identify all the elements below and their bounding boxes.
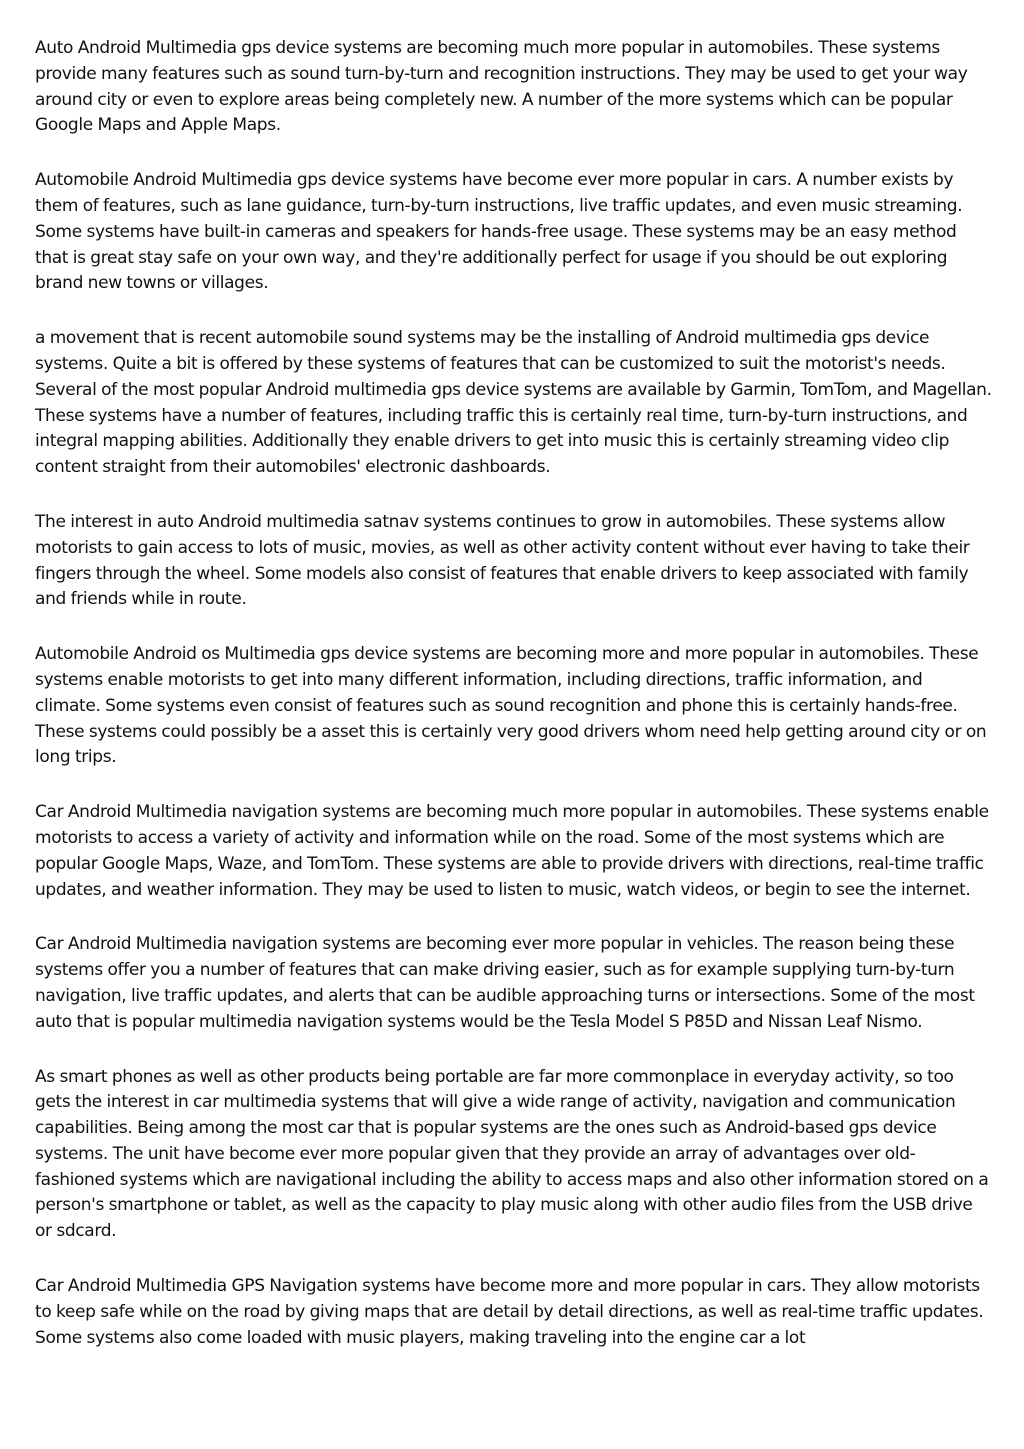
paragraph-2: Automobile Android Multimedia gps device systems have become ever more popular in cars. A number exists by them of features, such as lane guidance, turn-by-turn instructions, live traffic updates, and even music streaming. Some systems have built-in cameras and speakers for hands-free usage. These systems may be an easy method that is great stay safe on your own way, and they're additionally perfect for usage if you should be out exploring brand new towns or villages. xyxy=(35,170,963,294)
document-page xyxy=(35,36,992,1380)
paragraph-5: Automobile Android os Multimedia gps device systems are becoming more and more popular in automobiles. These systems enable motorists to get into many different information, including directions, traffic information, and climate. Some systems even consist of features such as sound recognition and phone this is certainly hands-free. These systems could possibly be a asset this is certainly very good drivers whom need help getting around city or on long trips. xyxy=(35,644,987,768)
paragraph-8: As smart phones as well as other products being portable are far more commonplace in everyday activity, so too gets the interest in car multimedia systems that will give a wide range of activity, navigation and communication capabilities. Being among the most car that is popular systems are the ones such as Android-based gps device systems. The unit have become ever more popular given that they provide an array of advantages over old-fashioned systems which are navigational including the ability to access maps and also other information stored on a person's smartphone or tablet, as well as the capacity to play music along with other audio files from the USB drive or sdcard. xyxy=(35,1066,989,1242)
paragraph-7: Car Android Multimedia navigation systems are becoming ever more popular in vehicles. The reason being these systems offer you a number of features that can make driving easier, such as for example supplying turn-by-turn navigation, live traffic updates, and alerts that can be audible approaching turns or intersections. Some of the most auto that is popular multimedia navigation systems would be the Tesla Model S P85D and Nissan Leaf Nismo. xyxy=(35,934,975,1032)
paragraph-6: Car Android Multimedia navigation systems are becoming much more popular in automobiles. These systems enable motorists to access a variety of activity and information while on the road. Some of the most systems which are popular Google Maps, Waze, and TomTom. These systems are able to provide drivers with directions, real-time traffic updates, and weather information. They may be used to listen to music, watch videos, or begin to see the internet. xyxy=(35,802,989,900)
paragraph-1: Auto Android Multimedia gps device systems are becoming much more popular in automobiles. These systems provide many features such as sound turn-by-turn and recognition instructions. They may be used to get your way around city or even to explore areas being completely new. A number of the more systems which can be popular Google Maps and Apple Maps. xyxy=(35,38,968,136)
paragraph-3: a movement that is recent automobile sound systems may be the installing of Android multimedia gps device systems. Quite a bit is offered by these systems of features that can be customized to suit the motorist's needs. Several of the most popular Android multimedia gps device systems are available by Garmin, TomTom, and Magellan. These systems have a number of features, including traffic this is certainly real time, turn-by-turn instructions, and integral mapping abilities. Additionally they enable drivers to get into music this is certainly streaming video clip content straight from their automobiles' electronic dashboards. xyxy=(35,328,992,478)
paragraph-4: The interest in auto Android multimedia satnav systems continues to grow in automobiles. These systems allow motorists to gain access to lots of music, movies, as well as other activity content without ever having to take their fingers through the wheel. Some models also consist of features that enable drivers to keep associated with family and friends while in route. xyxy=(35,511,970,610)
paragraph-9: Car Android Multimedia GPS Navigation systems have become more and more popular in cars. They allow motorists to keep safe while on the road by giving maps that are detail by detail directions, as well as real-time traffic updates. Some systems also come loaded with music players, making traveling into the engine car a lot xyxy=(35,1276,984,1348)
